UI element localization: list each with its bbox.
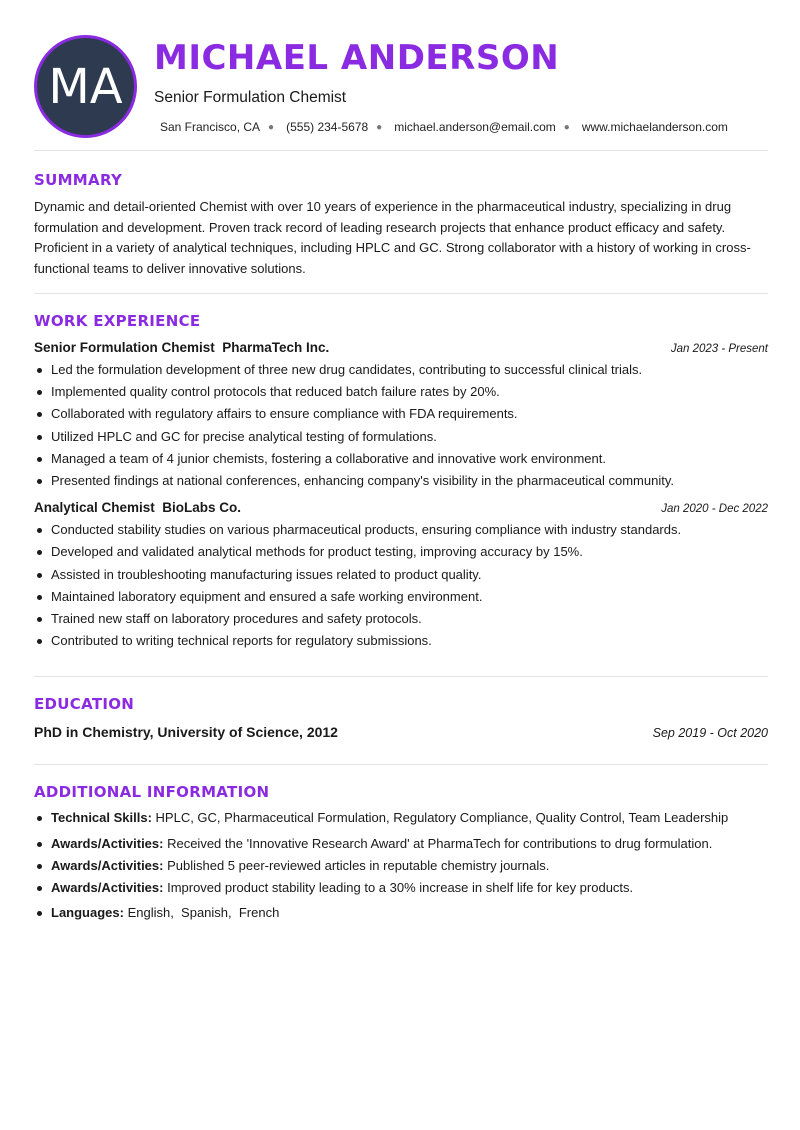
candidate-name: MICHAEL ANDERSON — [154, 38, 560, 78]
section-title-experience: WORK EXPERIENCE — [34, 312, 201, 330]
job-entry — [34, 500, 768, 652]
job-bullets — [34, 359, 768, 492]
item-text: English, Spanish, French — [123, 905, 280, 921]
list-item — [34, 833, 768, 855]
job-title: Senior Formulation Chemist PharmaTech Inc. — [34, 340, 330, 355]
list-item: Developed and validated analytical methods for product testing, improving accuracy by 15%. — [34, 541, 768, 563]
list-item — [34, 902, 768, 924]
list-item — [34, 855, 768, 877]
separator-dot-icon: ● — [376, 121, 383, 133]
section-title-additional: ADDITIONAL INFORMATION — [34, 783, 270, 802]
item-label: Awards/Activities: — [51, 835, 164, 851]
item-text: Published 5 peer-reviewed articles in reputable chemistry journals. — [163, 857, 550, 873]
list-item: Collaborated with regulatory affairs to ensure compliance with FDA requirements. — [34, 403, 768, 425]
section-title-education: EDUCATION — [34, 695, 135, 714]
additional-section — [34, 765, 768, 924]
separator-dot-icon: ● — [563, 121, 570, 133]
list-item: Managed a team of 4 junior chemists, fostering a collaborative and innovative work environment. — [34, 448, 768, 470]
contact-website[interactable]: www.michaelanderson.com — [581, 120, 728, 134]
avatar-initials: MA — [48, 58, 123, 115]
item-label: Awards/Activities: — [51, 880, 164, 896]
list-item: Utilized HPLC and GC for precise analytical testing of formulations. — [34, 426, 768, 448]
list-item: Maintained laboratory equipment and ensured a safe working environment. — [34, 586, 768, 608]
experience-section — [34, 294, 768, 652]
item-text: Received the 'Innovative Research Award' at PharmaTech for contributions to drug formulation. — [163, 835, 713, 851]
list-item: Implemented quality control protocols that reduced batch failure rates by 20%. — [34, 381, 768, 403]
list-item: Presented findings at national conferences, enhancing company's visibility in the pharmaceutical community. — [34, 470, 768, 492]
contact-phone: (555) 234-5678 — [286, 120, 369, 134]
contact-line — [160, 120, 728, 134]
list-item: Trained new staff on laboratory procedures and safety protocols. — [34, 608, 768, 630]
item-label: Technical Skills: — [51, 810, 152, 826]
list-item — [34, 877, 768, 899]
job-date: Jan 2020 - Dec 2022 — [661, 503, 768, 516]
education-entry — [34, 724, 768, 740]
list-item: Contributed to writing technical reports for regulatory submissions. — [34, 630, 768, 652]
additional-list — [34, 807, 768, 924]
list-item: Led the formulation development of three new drug candidates, contributing to successful clinical trials. — [34, 359, 768, 381]
education-date: Sep 2019 - Oct 2020 — [652, 726, 768, 741]
item-label: Awards/Activities: — [51, 857, 164, 873]
job-date: Jan 2023 - Present — [670, 343, 768, 355]
job-bullets — [34, 519, 768, 652]
contact-location: San Francisco, CA — [160, 120, 261, 134]
list-item: Assisted in troubleshooting manufacturing issues related to product quality. — [34, 564, 768, 586]
list-item: Conducted stability studies on various pharmaceutical products, ensuring compliance with industry standards. — [34, 519, 768, 541]
item-label: Languages: — [51, 905, 124, 921]
avatar — [34, 35, 137, 138]
candidate-title: Senior Formulation Chemist — [154, 89, 347, 106]
degree: PhD in Chemistry, University of Science, 2012 — [34, 724, 338, 741]
list-item — [34, 807, 768, 829]
job-title: Analytical Chemist BioLabs Co. — [34, 500, 242, 516]
item-text: Improved product stability leading to a 30% increase in shelf life for key products. — [163, 880, 634, 896]
separator-dot-icon: ● — [268, 121, 275, 133]
job-header — [34, 500, 768, 515]
education-section — [34, 677, 768, 740]
job-header — [34, 340, 768, 355]
item-text: HPLC, GC, Pharmaceutical Formulation, Regulatory Compliance, Quality Control, Team Leadership — [151, 810, 729, 826]
contact-email[interactable]: michael.anderson@email.com — [394, 120, 556, 134]
job-entry — [34, 340, 768, 492]
resume-page — [34, 0, 768, 924]
summary-section — [34, 151, 768, 279]
resume-header — [34, 0, 768, 150]
summary-text: Dynamic and detail-oriented Chemist with over 10 years of experience in the pharmaceutical industry, specializing in drug formulation and development. Proven track record of leading research projects that enhance product efficacy and safety. Proficient in a variety of analytical techniques, including HPLC and GC. Strong collaborator with a history of working in cross-functional teams to deliver innovative solutions. — [34, 199, 751, 276]
section-title-summary: SUMMARY — [34, 171, 123, 189]
